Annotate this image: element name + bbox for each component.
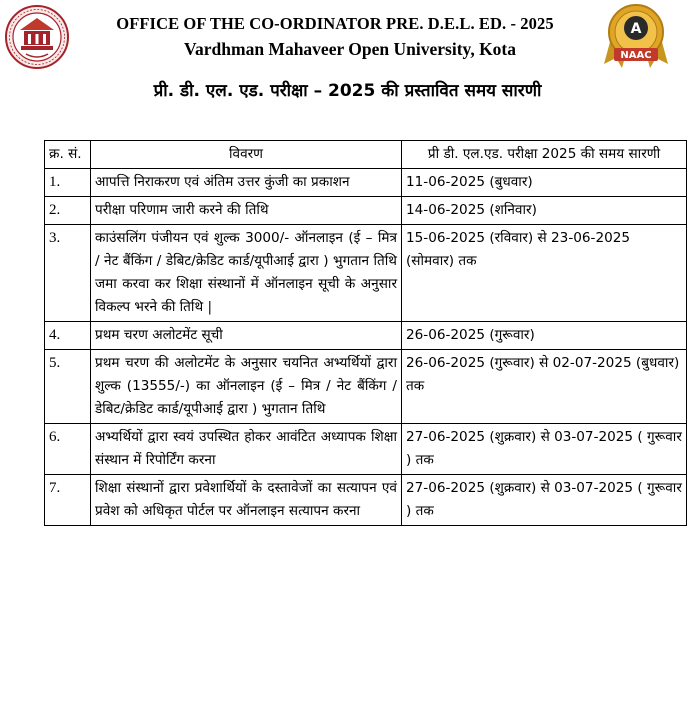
row-date: 15-06-2025 (रविवार) से 23-06-2025 (सोमवार) तक xyxy=(402,225,687,322)
table-row xyxy=(45,424,687,475)
row-description: प्रथम चरण की अलोटमेंट के अनुसार चयनित अभ्यर्थियों द्वारा शुल्क (13555/-) का ऑनलाइन (ई – मित्र / नेट बैंकिंग / डेबिट/क्रेडिट कार्ड/यूपीआई द्वारा ) भुगतान तिथि xyxy=(91,350,402,424)
row-sr: 7. xyxy=(45,475,91,526)
table-row xyxy=(45,169,687,197)
row-description: परीक्षा परिणाम जारी करने की तिथि xyxy=(91,197,402,225)
office-heading: OFFICE OF THE CO-ORDINATOR PRE. D.E.L. ED. - 2025 xyxy=(116,14,554,33)
row-description: शिक्षा संस्थानों द्वारा प्रवेशार्थियों के दस्तावेजों का सत्यापन एवं प्रवेश को अधिकृत पोर्टल पर ऑनलाइन सत्यापन करना xyxy=(91,475,402,526)
row-date: 14-06-2025 (शनिवार) xyxy=(402,197,687,225)
row-date: 26-06-2025 (गुरूवार) से 02-07-2025 (बुधवार) तक xyxy=(402,350,687,424)
table-row xyxy=(45,475,687,526)
row-sr: 5. xyxy=(45,350,91,424)
row-date: 26-06-2025 (गुरूवार) xyxy=(402,322,687,350)
table-row xyxy=(45,225,687,322)
university-name: Vardhman Mahaveer Open University, Kota xyxy=(183,39,517,59)
row-sr: 2. xyxy=(45,197,91,225)
row-sr: 3. xyxy=(45,225,91,322)
row-date: 27-06-2025 (शुक्रवार) से 03-07-2025 ( गुरूवार ) तक xyxy=(402,424,687,475)
document-title: प्री. डी. एल. एड. परीक्षा – 2025 की प्रस्तावित समय सारणी xyxy=(153,81,542,101)
header-sr: क्र. सं. xyxy=(45,141,91,169)
naac-grade-letter: A xyxy=(630,21,642,37)
university-seal-logo xyxy=(4,4,70,70)
table-row xyxy=(45,322,687,350)
row-description: अभ्यर्थियों द्वारा स्वयं उपस्थित होकर आवंटित अध्यापक शिक्षा संस्थान में रिपोर्टिंग करना xyxy=(91,424,402,475)
naac-label: NAAC xyxy=(620,50,652,61)
table-row xyxy=(45,350,687,424)
table-row xyxy=(45,197,687,225)
row-description: काउंसलिंग पंजीयन एवं शुल्क 3000/- ऑनलाइन (ई – मित्र / नेट बैंकिंग / डेबिट/क्रेडिट कार्ड/यूपीआई द्वारा ) भुगतान तिथि जमा करवा कर शिक्षा संस्थानों में ऑनलाइन सूची के अनुसार विकल्प भरने की तिथि | xyxy=(91,225,402,322)
document-header xyxy=(0,0,695,101)
header-schedule: प्री डी. एल.एड. परीक्षा 2025 की समय सारणी xyxy=(402,141,687,169)
row-description: आपत्ति निराकरण एवं अंतिम उत्तर कुंजी का प्रकाशन xyxy=(91,169,402,197)
row-sr: 6. xyxy=(45,424,91,475)
header-description: विवरण xyxy=(91,141,402,169)
row-date: 11-06-2025 (बुधवार) xyxy=(402,169,687,197)
schedule-table xyxy=(44,140,687,526)
naac-badge-logo xyxy=(600,2,672,72)
table-header-row xyxy=(45,141,687,169)
row-sr: 4. xyxy=(45,322,91,350)
row-date: 27-06-2025 (शुक्रवार) से 03-07-2025 ( गुरूवार ) तक xyxy=(402,475,687,526)
row-sr: 1. xyxy=(45,169,91,197)
row-description: प्रथम चरण अलोटमेंट सूची xyxy=(91,322,402,350)
